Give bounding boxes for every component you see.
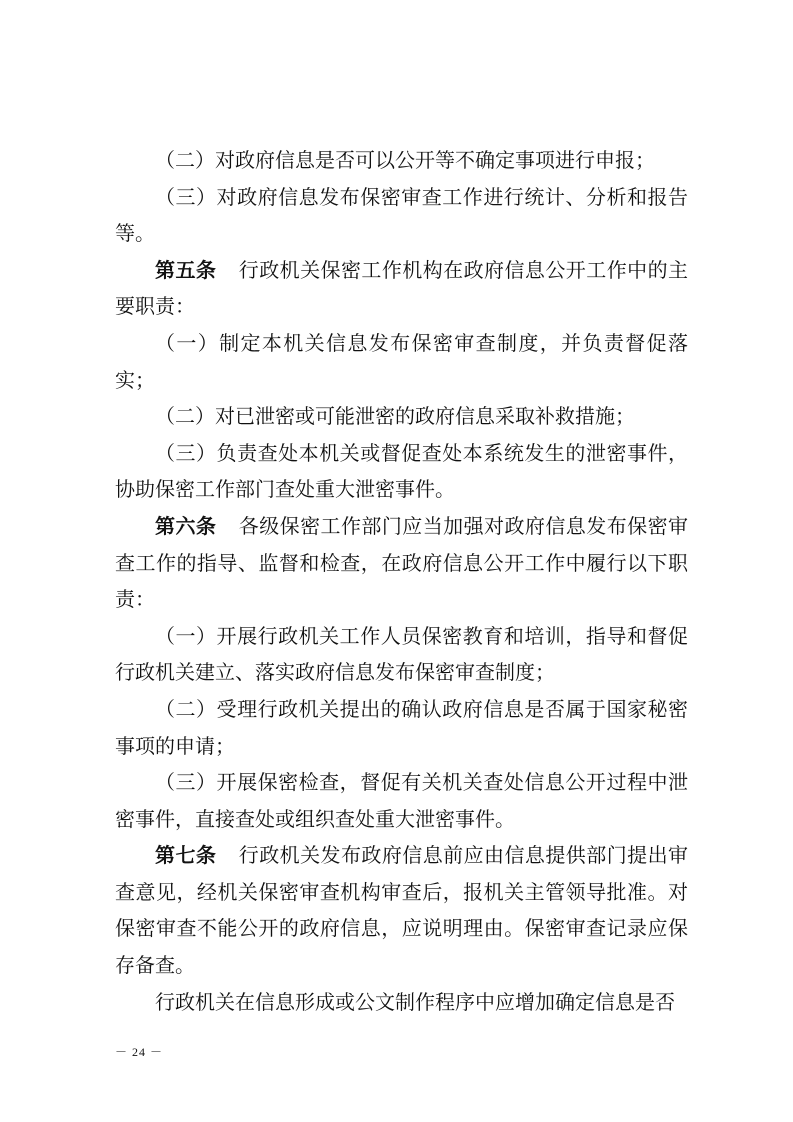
article-label: 第六条 (155, 513, 217, 538)
item-paragraph: （二）受理行政机关提出的确认政府信息是否属于国家秘密事项的申请； (115, 696, 688, 758)
item-paragraph: （二）对已泄密或可能泄密的政府信息采取补救措施； (155, 404, 635, 429)
item-paragraph: （三）开展保密检查，督促有关机关查处信息公开过程中泄密事件，直接查处或组织查处重大泄密事件。 (115, 770, 688, 831)
article-text: 行政机关保密工作机构在政府信息公开工作中的主要职责： (115, 257, 689, 319)
article-label: 第七条 (155, 843, 217, 868)
article-5-paragraph (115, 252, 688, 325)
item-paragraph: 行政机关在信息形成或公文制作程序中应增加确定信息是否 (155, 989, 675, 1014)
item-paragraph: （一）开展行政机关工作人员保密教育和培训，指导和督促行政机关建立、落实政府信息发布保密审查制度； (115, 623, 688, 685)
article-label: 第五条 (155, 257, 217, 282)
item-paragraph: （一）制定本机关信息发布保密审查制度，并负责督促落实； (115, 330, 688, 392)
page-number: － 24 － (115, 1045, 164, 1059)
document-body (115, 142, 688, 1020)
article-6-paragraph (115, 508, 688, 618)
article-text: 行政机关发布政府信息前应由信息提供部门提出审查意见，经机关保密审查机构审查后，报机关主管领导批准。对保密审查不能公开的政府信息，应说明理由。保密审查记录应保存备查。 (115, 843, 689, 978)
article-text: 各级保密工作部门应当加强对政府信息发布保密审查工作的指导、监督和检查，在政府信息公开工作中履行以下职责： (115, 513, 689, 612)
article-7-paragraph (115, 837, 688, 983)
item-paragraph: （三）对政府信息发布保密审查工作进行统计、分析和报告等。 (115, 184, 688, 246)
item-paragraph: （三）负责查处本机关或督促查处本系统发生的泄密事件，协助保密工作部门查处重大泄密事件。 (115, 440, 688, 502)
item-paragraph: （二）对政府信息是否可以公开等不确定事项进行申报； (155, 148, 655, 172)
